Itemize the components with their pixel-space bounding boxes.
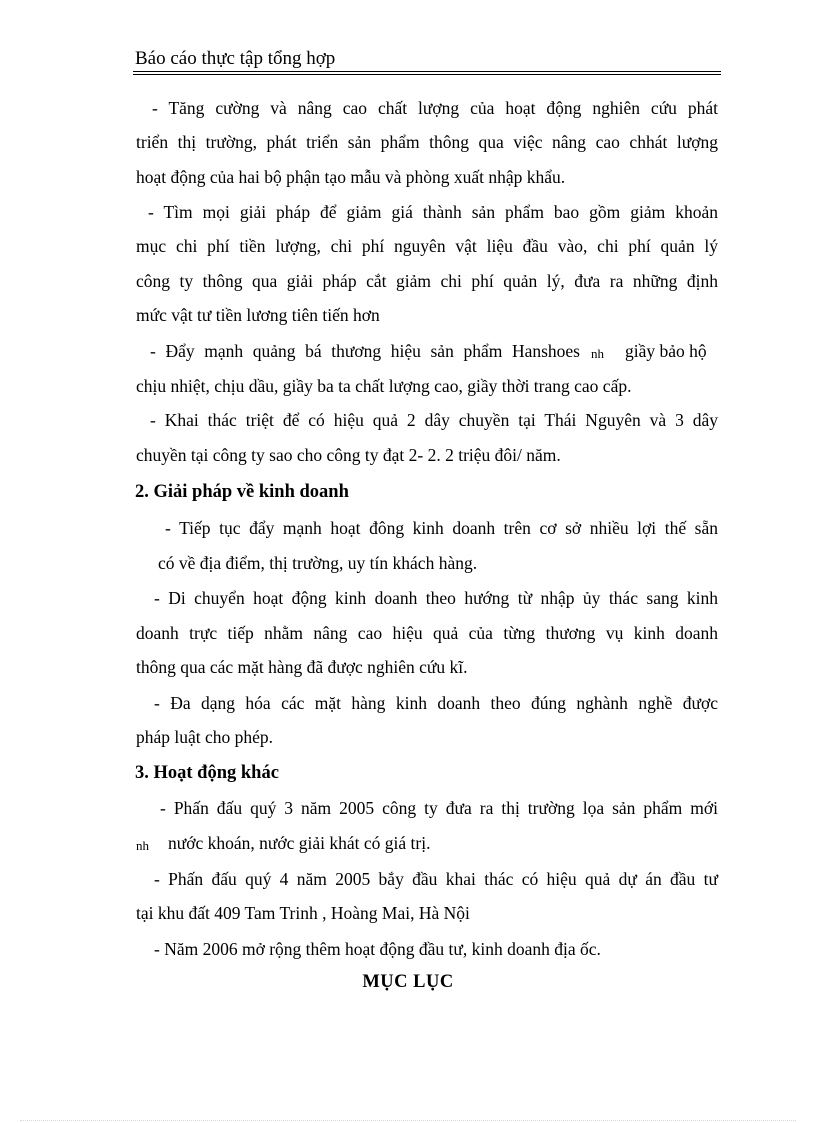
text-line: triển thị trường, phát triển sản phẩm thông qua việc nâng cao chhát lượng <box>136 132 718 152</box>
header-rule-top <box>133 71 721 72</box>
section-heading-other: 3. Hoạt động khác <box>135 763 279 783</box>
text-line: - Đẩy mạnh quảng bá thương hiệu sản phẩm Hanshoes <box>150 341 580 361</box>
text-line: - Tiếp tục đẩy mạnh hoạt đông kinh doanh trên cơ sở nhiều lợi thế sẵn <box>165 518 718 538</box>
text-line: nước khoán, nước giải khát có giá trị. <box>168 833 431 853</box>
superscript-nh: nh <box>136 838 149 853</box>
page-bottom-divider <box>20 1120 796 1121</box>
text-line: - Đa dạng hóa các mặt hàng kinh doanh theo đúng nghành nghề được <box>154 693 718 713</box>
text-line: chịu nhiệt, chịu dầu, giầy ba ta chất lượng cao, giầy thời trang cao cấp. <box>136 376 632 396</box>
text-line: mức vật tư tiền lương tiên tiến hơn <box>136 305 380 325</box>
paragraph-other-2006: - Năm 2006 mở rộng thêm hoạt động đầu tư, kinh doanh địa ốc. <box>154 939 601 959</box>
text-line: thông qua các mặt hàng đã được nghiên cứu kĩ. <box>136 657 468 677</box>
text-line: - Tăng cường và nâng cao chất lượng của hoạt động nghiên cứu phát <box>152 98 718 118</box>
section-heading-business: 2. Giải pháp về kinh doanh <box>135 482 349 502</box>
text-line: hoạt động của hai bộ phận tạo mẫu và phòng xuất nhập khẩu. <box>136 167 566 187</box>
text-line: doanh trực tiếp nhằm nâng cao hiệu quả của từng thương vụ kinh doanh <box>136 623 718 643</box>
page-header-title: Báo cáo thực tập tổng hợp <box>135 48 336 69</box>
text-line: chuyền tại công ty sao cho công ty đạt 2- 2. 2 triệu đôi/ năm. <box>136 445 561 465</box>
text-line: - Phấn đấu quý 3 năm 2005 công ty đưa ra thị trường lọa sản phẩm mới <box>160 798 718 818</box>
text-line: mục chi phí tiền lượng, chi phí nguyên vật liệu đầu vào, chi phí quản lý <box>136 236 718 256</box>
text-line: - Tìm mọi giải pháp để giảm giá thành sản phẩm bao gồm giảm khoản <box>148 202 718 222</box>
header-rule-bottom <box>133 74 721 75</box>
text-line: công ty thông qua giải pháp cắt giảm chi phí quản lý, đưa ra những định <box>136 271 718 291</box>
text-line: - Khai thác triệt để có hiệu quả 2 dây chuyền tại Thái Nguyên và 3 dây <box>150 410 718 430</box>
text-line: - Phấn đấu quý 4 năm 2005 bắy đầu khai thác có hiệu quả dự án đầu tư <box>154 869 718 889</box>
toc-title: MỤC LỤC <box>362 972 454 992</box>
text-line: pháp luật cho phép. <box>136 727 274 747</box>
text-line: giầy bảo hộ <box>625 341 707 361</box>
text-line: - Di chuyển hoạt động kinh doanh theo hướng từ nhập ủy thác sang kinh <box>154 588 718 608</box>
superscript-nh: nh <box>591 346 604 361</box>
text-line: tại khu đất 409 Tam Trinh , Hoàng Mai, Hà Nội <box>136 903 470 923</box>
text-line: có về địa điểm, thị trường, uy tín khách hàng. <box>158 553 478 573</box>
